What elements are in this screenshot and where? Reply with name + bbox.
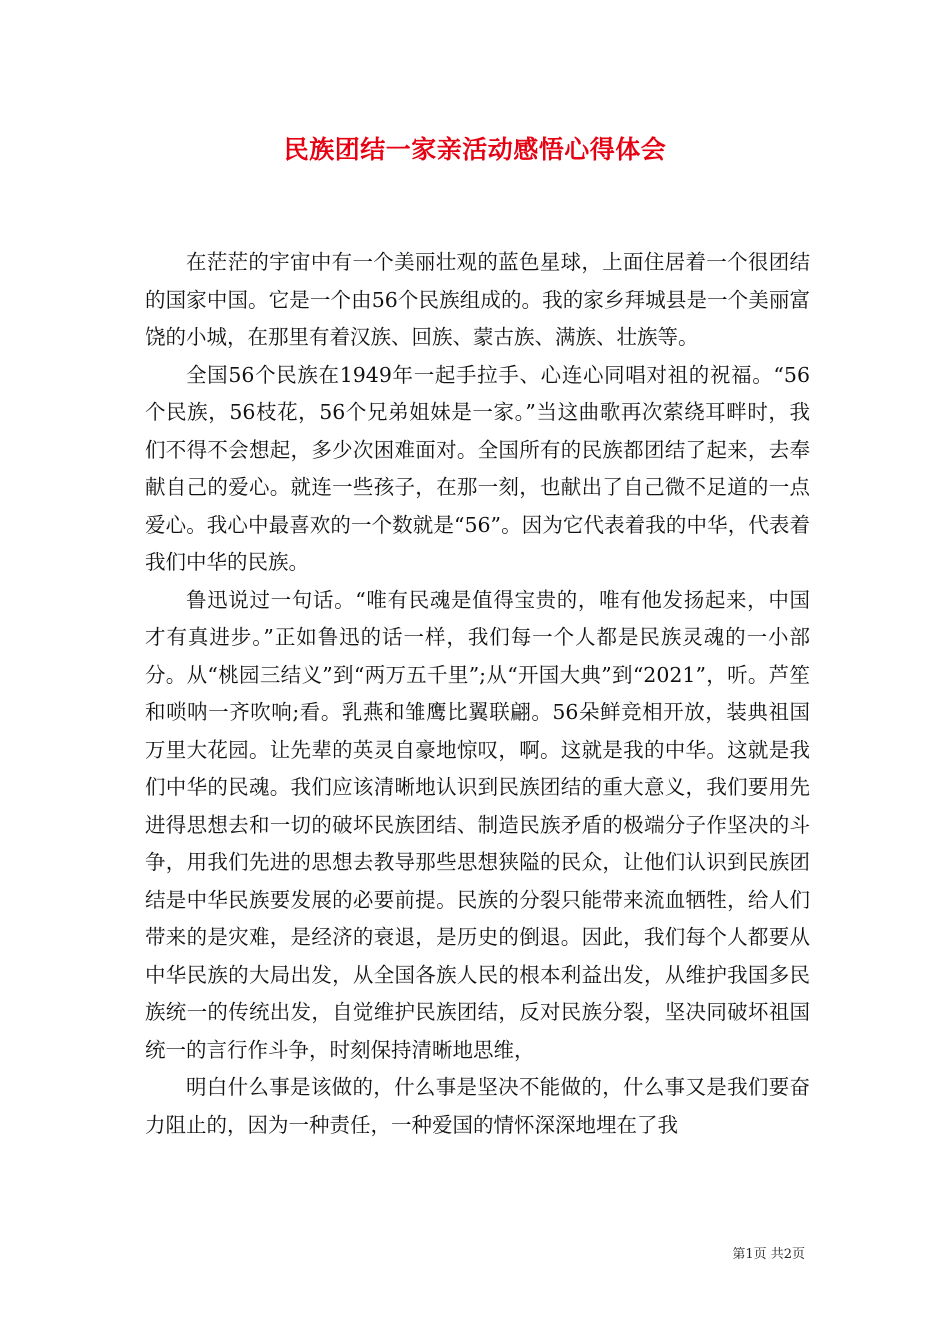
document-title: 民族团结一家亲活动感悟心得体会 <box>283 135 667 164</box>
paragraph: 明白什么事是该做的，什么事是坚决不能做的，什么事又是我们要奋力阻止的，因为一种责任，一种爱国的情怀深深地埋在了我 <box>145 1075 810 1137</box>
document-body <box>145 244 810 1144</box>
paragraph: 全国56个民族在1949年一起手拉手、心连心同唱对祖的祝福。“56个民族，56枝花，56个兄弟姐妹是一家。”当这曲歌再次萦绕耳畔时，我们不得不会想起，多少次困难面对。全国所有的民族都团结了起来，去奉献自己的爱心。就连一些孩子，在那一刻，也献出了自己微不足道的一点爱心。我心中最喜欢的一个数就是“56”。因为它代表着我的中华，代表着我们中华的民族。 <box>145 362 810 574</box>
paragraph: 在茫茫的宇宙中有一个美丽壮观的蓝色星球，上面住居着一个很团结的国家中国。它是一个由56个民族组成的。我的家乡拜城县是一个美丽富饶的小城，在那里有着汉族、回族、蒙古族、满族、壮族等。 <box>145 250 810 349</box>
page-number: 第1页 共2页 <box>732 1247 805 1262</box>
paragraph: 鲁迅说过一句话。“唯有民魂是值得宝贵的，唯有他发扬起来，中国才有真进步。”正如鲁迅的话一样，我们每一个人都是民族灵魂的一小部分。从“桃园三结义”到“两万五千里”;从“开国大典”到“2021”，听。芦笙和唢呐一齐吹响;看。乳燕和雏鹰比翼联翩。56朵鲜竞相开放，装典祖国万里大花园。让先辈的英灵自豪地惊叹，啊。这就是我的中华。这就是我们中华的民魂。我们应该清晰地认识到民族团结的重大意义，我们要用先进得思想去和一切的破坏民族团结、制造民族矛盾的极端分子作坚决的斗争，用我们先进的思想去教导那些思想狭隘的民众，让他们认识到民族团结是中华民族要发展的必要前提。民族的分裂只能带来流血牺牲，给人们带来的是灾难，是经济的衰退，是历史的倒退。因此，我们每个人都要从中华民族的大局出发，从全国各族人民的根本利益出发，从维护我国多民族统一的传统出发，自觉维护民族团结，反对民族分裂，坚决同破坏祖国统一的言行作斗争，时刻保持清晰地思维， <box>145 587 810 1062</box>
